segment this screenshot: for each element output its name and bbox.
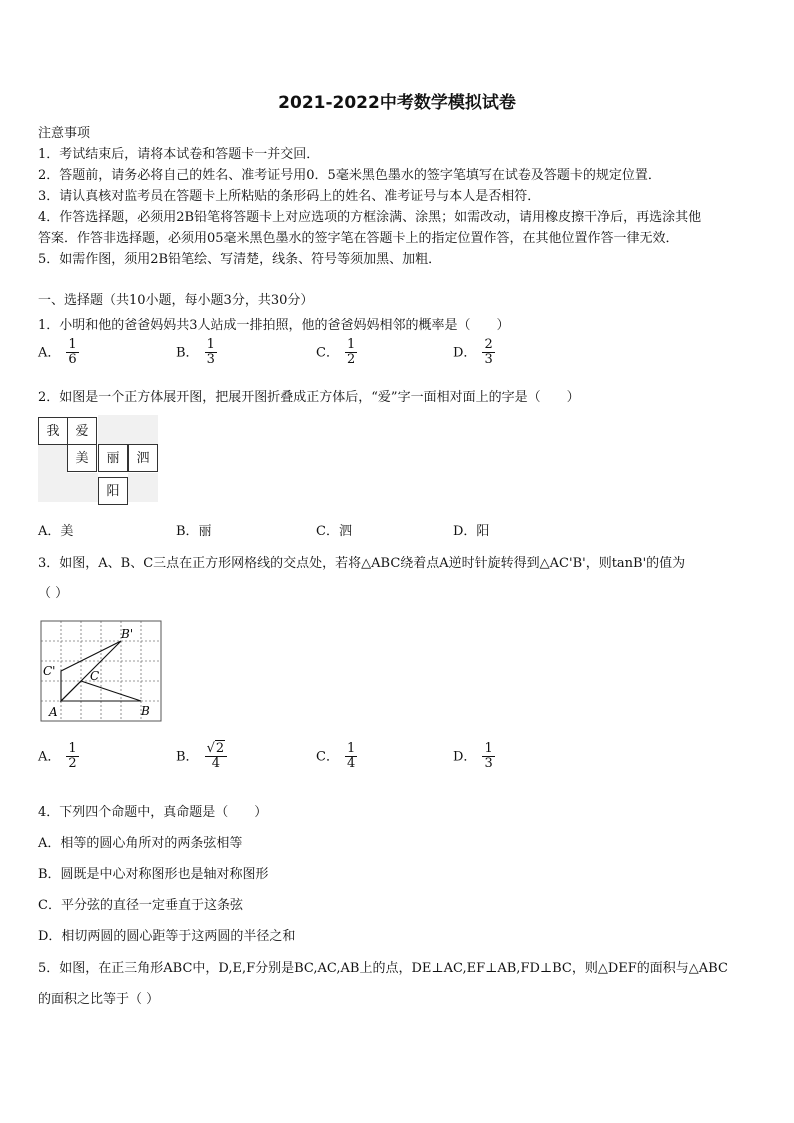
notice-line-4: 4．作答选择题，必须用2B铅笔将答题卡上对应选项的方框涂满、涂黑；如需改动，请用橡皮擦干净后，再选涂其他 xyxy=(38,210,702,225)
q1-option-c: C． $\frac{1}{2}$ xyxy=(316,337,356,368)
q3-option-b: B． $\frac{√2}{4}$ xyxy=(176,742,227,772)
label-b: B xyxy=(141,704,150,718)
sqrt-symbol: √2 xyxy=(206,741,225,756)
q1-option-b: B． $\frac{1}{3}$ xyxy=(176,337,215,368)
notice-line-6: 5．如需作图，须用2B铅笔绘、写清楚，线条、符号等须加黑、加粗． xyxy=(38,252,442,267)
label-a: A xyxy=(49,705,58,719)
notice-line-1: 1．考试结束后，请将本试卷和答题卡一并交回． xyxy=(38,147,320,162)
q2-option-d: D．阳 xyxy=(453,524,490,539)
q3-stem-cont: （ ） xyxy=(38,586,69,601)
rotation-grid-figure xyxy=(40,620,164,724)
q2-option-c: C．泗 xyxy=(316,524,352,539)
net-cell-wo: 我 xyxy=(38,417,68,445)
q3-option-d: D． $\frac{1}{3}$ xyxy=(453,741,493,772)
q3-option-c: C． $\frac{1}{4}$ xyxy=(316,741,356,772)
notice-heading: 注意事项 xyxy=(38,126,91,141)
q4-option-a: A．相等的圆心角所对的两条弦相等 xyxy=(38,836,243,851)
q4-stem: 4．下列四个命题中，真命题是（ ） xyxy=(38,805,268,820)
net-cell-si: 泗 xyxy=(128,444,158,472)
net-cell-yang: 阳 xyxy=(98,477,128,505)
q2-stem: 2．如图是一个正方体展开图，把展开图折叠成正方体后，“爱”字一面相对面上的字是（ ） xyxy=(38,390,580,405)
q1-option-a: A． $\frac{1}{6}$ xyxy=(38,337,77,368)
q4-option-d: D．相切两圆的圆心距等于这两圆的半径之和 xyxy=(38,929,296,944)
q4-option-b: B．圆既是中心对称图形也是轴对称图形 xyxy=(38,867,269,882)
notice-line-3: 3．请认真核对监考员在答题卡上所粘贴的条形码上的姓名、准考证号与本人是否相符． xyxy=(38,189,541,204)
section-heading: 一、选择题（共10小题，每小题3分，共30分） xyxy=(38,293,314,308)
q1-option-d: D． $\frac{2}{3}$ xyxy=(453,337,493,368)
page-title: 2021-2022中考数学模拟试卷 xyxy=(278,93,516,113)
q3-option-a: A． $\frac{1}{2}$ xyxy=(38,741,77,772)
q5-stem: 5．如图，在正三角形ABC中，D,E,F分别是BC,AC,AB上的点，DE⊥AC,EF⊥AB,FD⊥BC，则△DEF的面积与△ABC xyxy=(38,961,728,976)
q1-stem: 1．小明和他的爸爸妈妈共3人站成一排拍照，他的爸爸妈妈相邻的概率是（ ） xyxy=(38,318,510,333)
q3-stem: 3．如图，A、B、C三点在正方形网格线的交点处，若将△ABC绕着点A逆时针旋转得到△AC'B'，则tanB'的值为 xyxy=(38,556,686,571)
q5-stem-cont: 的面积之比等于（ ） xyxy=(38,992,160,1007)
net-cell-mei: 美 xyxy=(67,444,97,472)
notice-line-5: 答案．作答非选择题，必须用05毫米黑色墨水的签字笔在答题卡上的指定位置作答，在其他位置作答一律无效． xyxy=(38,231,679,246)
label-b-prime: B' xyxy=(121,627,134,641)
q2-option-b: B．丽 xyxy=(176,524,212,539)
label-c: C xyxy=(90,669,100,683)
q4-option-c: C．平分弦的直径一定垂直于这条弦 xyxy=(38,898,243,913)
net-cell-ai: 爱 xyxy=(67,417,97,445)
notice-line-2: 2．答题前，请务必将自己的姓名、准考证号用0．5毫米黑色墨水的签字笔填写在试卷及答题卡的规定位置． xyxy=(38,168,661,183)
q2-option-a: A．美 xyxy=(38,524,74,539)
label-c-prime: C' xyxy=(43,664,56,678)
net-cell-li: 丽 xyxy=(98,444,128,472)
